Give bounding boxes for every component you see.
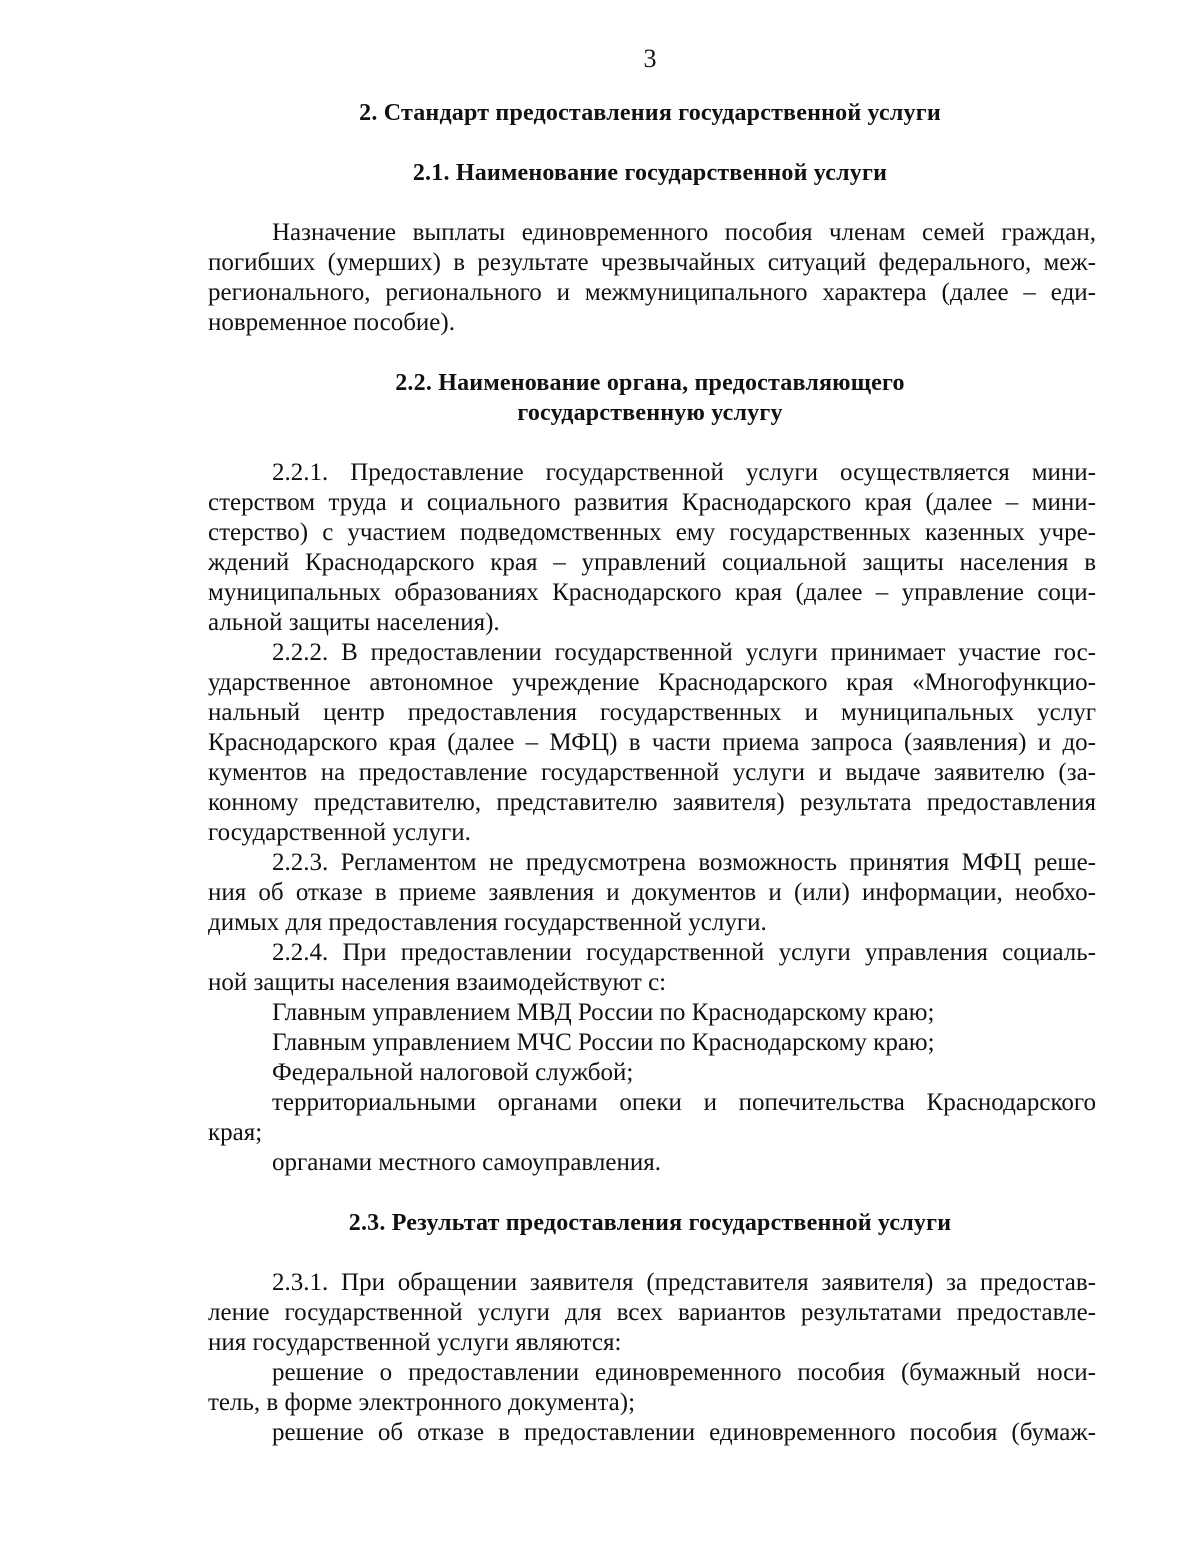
paragraph-line: 2.2.3. Регламентом не предусмотрена возможность принятия МФЦ реше-	[272, 849, 1096, 876]
paragraph-line: ной защиты населения взаимодействуют с:	[208, 969, 667, 996]
paragraph-line: Назначение выплаты единовременного пособия членам семей граждан,	[272, 219, 1096, 246]
list-item: Главным управлением МВД России по Краснодарскому краю;	[272, 999, 935, 1026]
list-item: Федеральной налоговой службой;	[272, 1059, 634, 1086]
paragraph-line: ния государственной услуги являются:	[208, 1329, 622, 1356]
paragraph-line: Краснодарского края (далее – МФЦ) в части приема запроса (заявления) и до-	[208, 729, 1096, 756]
paragraph-line: кументов на предоставление государственной услуги и выдаче заявителю (за-	[208, 759, 1096, 786]
subsection-title-2-1: 2.1. Наименование государственной услуги	[412, 160, 888, 186]
paragraph-line: 2.2.4. При предоставлении государственной услуги управления социаль-	[272, 939, 1096, 966]
paragraph-line: конному представителю, представителю заявителя) результата предоставления	[208, 789, 1096, 816]
paragraph-line: ждений Краснодарского края – управлений социальной защиты населения в	[208, 549, 1096, 576]
paragraph-line: стерство) с участием подведомственных ему государственных казенных учре-	[208, 519, 1096, 546]
list-item: территориальными органами опеки и попечительства Краснодарского	[272, 1089, 1096, 1116]
list-item: органами местного самоуправления.	[272, 1149, 661, 1176]
subsection-title-2-2-line2: государственную услугу	[517, 400, 783, 426]
paragraph-line: альной защиты населения).	[208, 609, 500, 636]
paragraph-line: 2.2.2. В предоставлении государственной услуги принимает участие гос-	[272, 639, 1096, 666]
page-number: 3	[643, 44, 657, 73]
section-title: 2. Стандарт предоставления государственной услуги	[359, 100, 941, 126]
paragraph-line: стерством труда и социального развития Краснодарского края (далее – мини-	[208, 489, 1096, 516]
paragraph-line: ление государственной услуги для всех вариантов результатами предоставле-	[208, 1299, 1096, 1326]
paragraph-line: ния об отказе в приеме заявления и документов и (или) информации, необхо-	[208, 879, 1096, 906]
result-item: решение о предоставлении единовременного пособия (бумажный носи-	[272, 1359, 1096, 1386]
paragraph-line: 2.3.1. При обращении заявителя (представителя заявителя) за предостав-	[272, 1269, 1096, 1296]
result-item: решение об отказе в предоставлении единовременного пособия (бумаж-	[272, 1419, 1096, 1446]
paragraph-line: нальный центр предоставления государственных и муниципальных услуг	[208, 699, 1096, 726]
paragraph-line: муниципальных образованиях Краснодарского края (далее – управление соци-	[208, 579, 1096, 606]
paragraph-line: новременное пособие).	[208, 309, 455, 336]
paragraph-line: погибших (умерших) в результате чрезвычайных ситуаций федерального, меж-	[208, 249, 1096, 276]
paragraph-line: димых для предоставления государственной услуги.	[208, 909, 767, 936]
paragraph-line: ударственное автономное учреждение Краснодарского края «Многофункцио-	[208, 669, 1096, 696]
result-item-continuation: тель, в форме электронного документа);	[208, 1389, 636, 1416]
paragraph-line: регионального, регионального и межмуниципального характера (далее – еди-	[208, 279, 1096, 306]
list-item-continuation: края;	[208, 1119, 263, 1146]
subsection-title-2-2-line1: 2.2. Наименование органа, предоставляющего	[395, 370, 905, 396]
subsection-title-2-3: 2.3. Результат предоставления государственной услуги	[348, 1210, 952, 1236]
paragraph-line: 2.2.1. Предоставление государственной услуги осуществляется мини-	[272, 459, 1096, 486]
paragraph-line: государственной услуги.	[208, 819, 471, 846]
list-item: Главным управлением МЧС России по Краснодарскому краю;	[272, 1029, 935, 1056]
